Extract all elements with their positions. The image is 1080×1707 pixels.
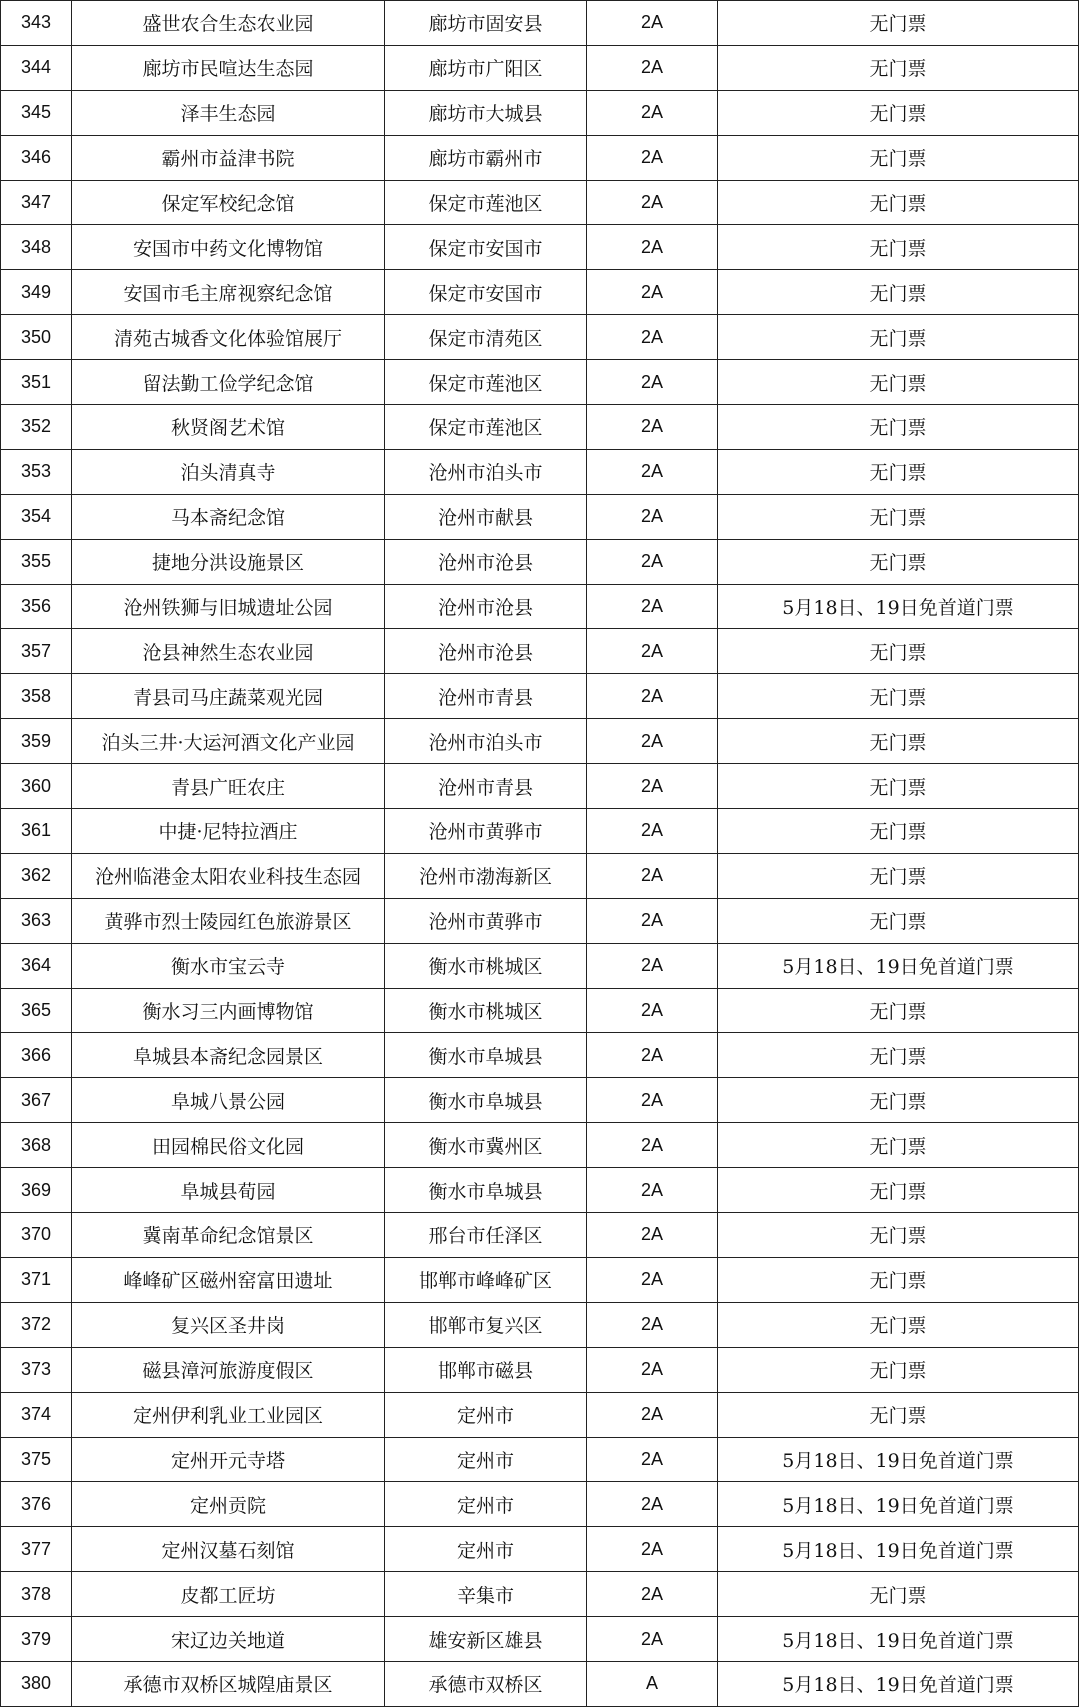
scenic-spot-name-cell: 阜城县荀园 — [72, 1168, 385, 1213]
grade-cell: 2A — [587, 360, 718, 405]
row-number-cell: 370 — [1, 1213, 72, 1258]
ticket-policy-cell: 无门票 — [718, 1572, 1079, 1617]
location-cell: 衡水市冀州区 — [385, 1123, 587, 1168]
grade-cell: 2A — [587, 988, 718, 1033]
table-row — [1, 584, 1079, 629]
ticket-policy-cell: 无门票 — [718, 1033, 1079, 1078]
table-body — [1, 1, 1079, 1707]
row-number-cell: 356 — [1, 584, 72, 629]
scenic-spot-name-cell: 安国市毛主席视察纪念馆 — [72, 270, 385, 315]
scenic-spot-name-cell: 青县司马庄蔬菜观光园 — [72, 674, 385, 719]
scenic-spot-name-cell: 黄骅市烈士陵园红色旅游景区 — [72, 898, 385, 943]
grade-cell: 2A — [587, 1617, 718, 1662]
grade-cell: 2A — [587, 494, 718, 539]
row-number-cell: 363 — [1, 898, 72, 943]
table-row — [1, 898, 1079, 943]
scenic-spot-name-cell: 马本斋纪念馆 — [72, 494, 385, 539]
location-cell: 承德市双桥区 — [385, 1661, 587, 1706]
location-cell: 沧州市沧县 — [385, 584, 587, 629]
ticket-policy-cell: 无门票 — [718, 1392, 1079, 1437]
grade-cell: 2A — [587, 1482, 718, 1527]
table-row — [1, 135, 1079, 180]
scenic-spot-name-cell: 皮都工匠坊 — [72, 1572, 385, 1617]
ticket-policy-cell: 无门票 — [718, 315, 1079, 360]
ticket-policy-cell: 无门票 — [718, 1213, 1079, 1258]
table-row — [1, 405, 1079, 450]
row-number-cell: 378 — [1, 1572, 72, 1617]
table-row — [1, 494, 1079, 539]
grade-cell: 2A — [587, 1347, 718, 1392]
grade-cell: 2A — [587, 1392, 718, 1437]
location-cell: 沧州市献县 — [385, 494, 587, 539]
row-number-cell: 346 — [1, 135, 72, 180]
location-cell: 定州市 — [385, 1392, 587, 1437]
ticket-policy-cell: 无门票 — [718, 449, 1079, 494]
grade-cell: 2A — [587, 225, 718, 270]
scenic-spot-name-cell: 阜城八景公园 — [72, 1078, 385, 1123]
scenic-spot-name-cell: 衡水市宝云寺 — [72, 943, 385, 988]
scenic-spot-name-cell: 宋辽边关地道 — [72, 1617, 385, 1662]
grade-cell: 2A — [587, 1078, 718, 1123]
scenic-spot-name-cell: 峰峰矿区磁州窑富田遗址 — [72, 1257, 385, 1302]
ticket-policy-cell: 无门票 — [718, 360, 1079, 405]
scenic-spot-name-cell: 田园棉民俗文化园 — [72, 1123, 385, 1168]
location-cell: 衡水市桃城区 — [385, 943, 587, 988]
table-row — [1, 988, 1079, 1033]
ticket-policy-cell: 5月18日、19日免首道门票 — [718, 943, 1079, 988]
scenic-spot-name-cell: 盛世农合生态农业园 — [72, 1, 385, 46]
ticket-policy-cell: 无门票 — [718, 898, 1079, 943]
ticket-policy-cell: 无门票 — [718, 225, 1079, 270]
ticket-policy-cell: 5月18日、19日免首道门票 — [718, 1617, 1079, 1662]
scenic-spot-name-cell: 泽丰生态园 — [72, 90, 385, 135]
location-cell: 沧州市沧县 — [385, 629, 587, 674]
grade-cell: 2A — [587, 135, 718, 180]
row-number-cell: 350 — [1, 315, 72, 360]
grade-cell: 2A — [587, 1213, 718, 1258]
table-row — [1, 1078, 1079, 1123]
scenic-spot-name-cell: 阜城县本斋纪念园景区 — [72, 1033, 385, 1078]
grade-cell: 2A — [587, 1, 718, 46]
location-cell: 沧州市青县 — [385, 764, 587, 809]
table-row — [1, 539, 1079, 584]
ticket-policy-cell: 无门票 — [718, 1, 1079, 46]
row-number-cell: 345 — [1, 90, 72, 135]
row-number-cell: 372 — [1, 1302, 72, 1347]
row-number-cell: 375 — [1, 1437, 72, 1482]
location-cell: 衡水市阜城县 — [385, 1168, 587, 1213]
grade-cell: 2A — [587, 1527, 718, 1572]
scenic-spot-name-cell: 留法勤工俭学纪念馆 — [72, 360, 385, 405]
grade-cell: A — [587, 1661, 718, 1706]
ticket-policy-cell: 无门票 — [718, 629, 1079, 674]
ticket-policy-cell: 5月18日、19日免首道门票 — [718, 1527, 1079, 1572]
grade-cell: 2A — [587, 405, 718, 450]
row-number-cell: 377 — [1, 1527, 72, 1572]
row-number-cell: 349 — [1, 270, 72, 315]
ticket-policy-cell: 无门票 — [718, 45, 1079, 90]
scenic-spot-name-cell: 定州汉墓石刻馆 — [72, 1527, 385, 1572]
grade-cell: 2A — [587, 898, 718, 943]
table-row — [1, 853, 1079, 898]
location-cell: 沧州市青县 — [385, 674, 587, 719]
table-row — [1, 1347, 1079, 1392]
ticket-policy-cell: 无门票 — [718, 539, 1079, 584]
row-number-cell: 344 — [1, 45, 72, 90]
row-number-cell: 351 — [1, 360, 72, 405]
row-number-cell: 365 — [1, 988, 72, 1033]
table-row — [1, 1392, 1079, 1437]
ticket-policy-cell: 无门票 — [718, 270, 1079, 315]
table-row — [1, 1527, 1079, 1572]
grade-cell: 2A — [587, 1257, 718, 1302]
row-number-cell: 364 — [1, 943, 72, 988]
scenic-spot-name-cell: 承德市双桥区城隍庙景区 — [72, 1661, 385, 1706]
table-row — [1, 225, 1079, 270]
scenic-spot-name-cell: 捷地分洪设施景区 — [72, 539, 385, 584]
table-row — [1, 1302, 1079, 1347]
location-cell: 沧州市沧县 — [385, 539, 587, 584]
row-number-cell: 367 — [1, 1078, 72, 1123]
location-cell: 雄安新区雄县 — [385, 1617, 587, 1662]
row-number-cell: 343 — [1, 1, 72, 46]
location-cell: 廊坊市霸州市 — [385, 135, 587, 180]
location-cell: 保定市莲池区 — [385, 405, 587, 450]
location-cell: 邯郸市复兴区 — [385, 1302, 587, 1347]
location-cell: 沧州市泊头市 — [385, 449, 587, 494]
table-row — [1, 90, 1079, 135]
scenic-spot-name-cell: 青县广旺农庄 — [72, 764, 385, 809]
location-cell: 沧州市黄骅市 — [385, 898, 587, 943]
location-cell: 定州市 — [385, 1527, 587, 1572]
table-row — [1, 270, 1079, 315]
table-row — [1, 1257, 1079, 1302]
table-row — [1, 674, 1079, 719]
table-row — [1, 315, 1079, 360]
ticket-policy-cell: 5月18日、19日免首道门票 — [718, 1437, 1079, 1482]
row-number-cell: 347 — [1, 180, 72, 225]
scenic-spot-name-cell: 定州贡院 — [72, 1482, 385, 1527]
location-cell: 辛集市 — [385, 1572, 587, 1617]
location-cell: 邢台市任泽区 — [385, 1213, 587, 1258]
table-row — [1, 449, 1079, 494]
table-row — [1, 180, 1079, 225]
table-row — [1, 1572, 1079, 1617]
scenic-spot-name-cell: 沧州铁狮与旧城遗址公园 — [72, 584, 385, 629]
grade-cell: 2A — [587, 764, 718, 809]
ticket-policy-cell: 无门票 — [718, 1257, 1079, 1302]
table-row — [1, 360, 1079, 405]
scenic-spot-name-cell: 泊头三井·大运河酒文化产业园 — [72, 719, 385, 764]
grade-cell: 2A — [587, 1033, 718, 1078]
scenic-spot-name-cell: 中捷·尼特拉酒庄 — [72, 809, 385, 854]
scenic-spot-name-cell: 磁县漳河旅游度假区 — [72, 1347, 385, 1392]
location-cell: 保定市安国市 — [385, 270, 587, 315]
table-row — [1, 1123, 1079, 1168]
scenic-spot-name-cell: 冀南革命纪念馆景区 — [72, 1213, 385, 1258]
row-number-cell: 369 — [1, 1168, 72, 1213]
grade-cell: 2A — [587, 719, 718, 764]
table-row — [1, 809, 1079, 854]
location-cell: 廊坊市固安县 — [385, 1, 587, 46]
grade-cell: 2A — [587, 90, 718, 135]
ticket-policy-cell: 无门票 — [718, 988, 1079, 1033]
scenic-spot-name-cell: 定州伊利乳业工业园区 — [72, 1392, 385, 1437]
location-cell: 邯郸市磁县 — [385, 1347, 587, 1392]
scenic-spot-name-cell: 霸州市益津书院 — [72, 135, 385, 180]
row-number-cell: 354 — [1, 494, 72, 539]
location-cell: 保定市清苑区 — [385, 315, 587, 360]
table-row — [1, 1482, 1079, 1527]
row-number-cell: 362 — [1, 853, 72, 898]
row-number-cell: 361 — [1, 809, 72, 854]
grade-cell: 2A — [587, 449, 718, 494]
grade-cell: 2A — [587, 1302, 718, 1347]
grade-cell: 2A — [587, 853, 718, 898]
grade-cell: 2A — [587, 315, 718, 360]
row-number-cell: 360 — [1, 764, 72, 809]
table-row — [1, 1661, 1079, 1706]
row-number-cell: 371 — [1, 1257, 72, 1302]
table-row — [1, 45, 1079, 90]
ticket-policy-cell: 无门票 — [718, 90, 1079, 135]
grade-cell: 2A — [587, 629, 718, 674]
table-row — [1, 629, 1079, 674]
scenic-spot-name-cell: 安国市中药文化博物馆 — [72, 225, 385, 270]
ticket-policy-cell: 无门票 — [718, 405, 1079, 450]
table-row — [1, 719, 1079, 764]
table-row — [1, 764, 1079, 809]
location-cell: 沧州市泊头市 — [385, 719, 587, 764]
ticket-policy-cell: 无门票 — [718, 1347, 1079, 1392]
grade-cell: 2A — [587, 270, 718, 315]
scenic-spot-name-cell: 清苑古城香文化体验馆展厅 — [72, 315, 385, 360]
scenic-spot-name-cell: 保定军校纪念馆 — [72, 180, 385, 225]
ticket-policy-cell: 无门票 — [718, 674, 1079, 719]
row-number-cell: 352 — [1, 405, 72, 450]
location-cell: 保定市莲池区 — [385, 180, 587, 225]
ticket-policy-cell: 无门票 — [718, 853, 1079, 898]
scenic-spot-name-cell: 复兴区圣井岗 — [72, 1302, 385, 1347]
table-row — [1, 943, 1079, 988]
ticket-policy-cell: 无门票 — [718, 764, 1079, 809]
grade-cell: 2A — [587, 1572, 718, 1617]
location-cell: 邯郸市峰峰矿区 — [385, 1257, 587, 1302]
table-row — [1, 1, 1079, 46]
row-number-cell: 353 — [1, 449, 72, 494]
row-number-cell: 355 — [1, 539, 72, 584]
scenic-spot-name-cell: 定州开元寺塔 — [72, 1437, 385, 1482]
location-cell: 衡水市桃城区 — [385, 988, 587, 1033]
row-number-cell: 374 — [1, 1392, 72, 1437]
ticket-policy-cell: 无门票 — [718, 1302, 1079, 1347]
scenic-spot-name-cell: 秋贤阁艺术馆 — [72, 405, 385, 450]
table-row — [1, 1033, 1079, 1078]
ticket-policy-cell: 无门票 — [718, 1078, 1079, 1123]
table-row — [1, 1168, 1079, 1213]
location-cell: 沧州市渤海新区 — [385, 853, 587, 898]
ticket-policy-cell: 5月18日、19日免首道门票 — [718, 1482, 1079, 1527]
ticket-policy-cell: 无门票 — [718, 494, 1079, 539]
location-cell: 廊坊市广阳区 — [385, 45, 587, 90]
grade-cell: 2A — [587, 1168, 718, 1213]
scenic-spot-name-cell: 沧县神然生态农业园 — [72, 629, 385, 674]
ticket-policy-cell: 无门票 — [718, 135, 1079, 180]
grade-cell: 2A — [587, 584, 718, 629]
grade-cell: 2A — [587, 943, 718, 988]
location-cell: 衡水市阜城县 — [385, 1078, 587, 1123]
table-row — [1, 1617, 1079, 1662]
grade-cell: 2A — [587, 1123, 718, 1168]
table-row — [1, 1437, 1079, 1482]
ticket-policy-cell: 无门票 — [718, 180, 1079, 225]
ticket-policy-cell: 无门票 — [718, 1123, 1079, 1168]
row-number-cell: 358 — [1, 674, 72, 719]
row-number-cell: 376 — [1, 1482, 72, 1527]
row-number-cell: 368 — [1, 1123, 72, 1168]
scenic-spot-name-cell: 廊坊市民喧达生态园 — [72, 45, 385, 90]
grade-cell: 2A — [587, 674, 718, 719]
table-row — [1, 1213, 1079, 1258]
ticket-policy-cell: 5月18日、19日免首道门票 — [718, 1661, 1079, 1706]
ticket-policy-cell: 5月18日、19日免首道门票 — [718, 584, 1079, 629]
location-cell: 保定市安国市 — [385, 225, 587, 270]
grade-cell: 2A — [587, 539, 718, 584]
row-number-cell: 366 — [1, 1033, 72, 1078]
row-number-cell: 359 — [1, 719, 72, 764]
ticket-policy-cell: 无门票 — [718, 809, 1079, 854]
location-cell: 保定市莲池区 — [385, 360, 587, 405]
grade-cell: 2A — [587, 45, 718, 90]
grade-cell: 2A — [587, 809, 718, 854]
location-cell: 定州市 — [385, 1482, 587, 1527]
location-cell: 沧州市黄骅市 — [385, 809, 587, 854]
grade-cell: 2A — [587, 1437, 718, 1482]
row-number-cell: 380 — [1, 1661, 72, 1706]
scenic-spot-name-cell: 沧州临港金太阳农业科技生态园 — [72, 853, 385, 898]
grade-cell: 2A — [587, 180, 718, 225]
row-number-cell: 348 — [1, 225, 72, 270]
row-number-cell: 379 — [1, 1617, 72, 1662]
location-cell: 廊坊市大城县 — [385, 90, 587, 135]
scenic-spot-name-cell: 泊头清真寺 — [72, 449, 385, 494]
ticket-policy-cell: 无门票 — [718, 1168, 1079, 1213]
location-cell: 定州市 — [385, 1437, 587, 1482]
row-number-cell: 357 — [1, 629, 72, 674]
scenic-spot-name-cell: 衡水习三内画博物馆 — [72, 988, 385, 1033]
ticket-policy-cell: 无门票 — [718, 719, 1079, 764]
row-number-cell: 373 — [1, 1347, 72, 1392]
location-cell: 衡水市阜城县 — [385, 1033, 587, 1078]
